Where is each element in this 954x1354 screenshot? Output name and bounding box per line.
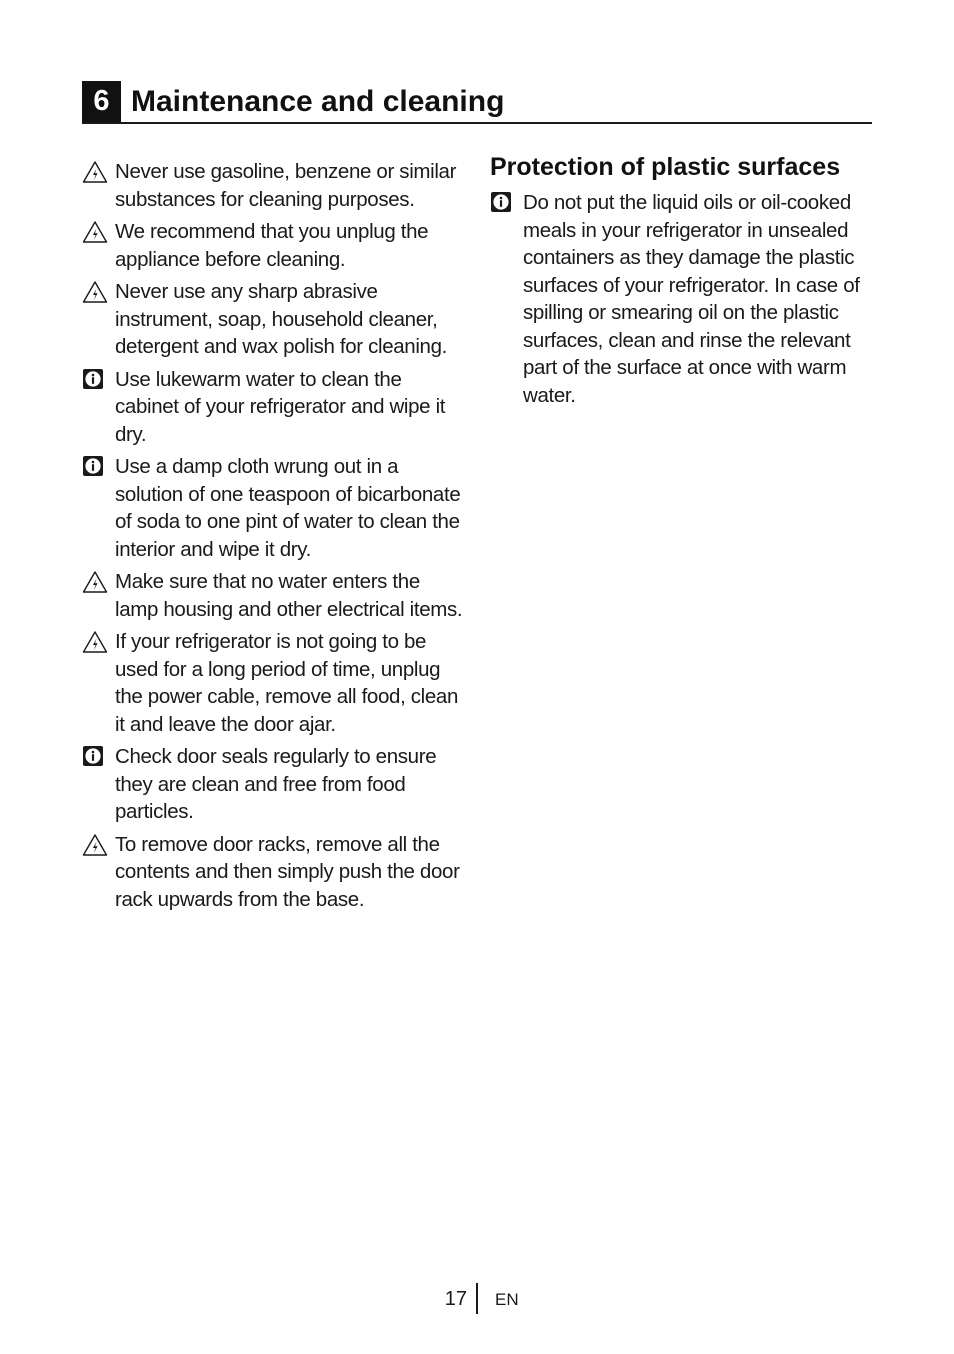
note-text: Make sure that no water enters the lamp housing and other electrical items. [115, 570, 463, 621]
section-header [82, 81, 872, 124]
note-text: Do not put the liquid oils or oil-cooked meals in your refrigerator in unsealed containers as they damage the plastic surfaces of your refrigerator. In case of spilling or smearing oil on the plastic surfaces, clean and rinse the relevant part of the surface at once with warm water. [523, 191, 860, 407]
note-text: If your refrigerator is not going to be used for a long period of time, unplug the power cable, remove all food, clean it and leave the door ajar. [115, 630, 459, 736]
note-text: To remove door racks, remove all the contents and then simply push the door rack upwards from the base. [115, 832, 460, 911]
note-text: Use a damp cloth wrung out in a solution of one teaspoon of bicarbonate of soda to one pint of water to clean the interior and wipe it dry. [115, 455, 461, 561]
info-icon [82, 368, 115, 392]
list-item [82, 278, 467, 361]
language-code: EN [495, 1290, 519, 1309]
note-text: We recommend that you unplug the appliance before cleaning. [115, 220, 429, 271]
list-item [82, 218, 467, 273]
list-item [82, 453, 467, 563]
list-item [82, 628, 467, 738]
warning-icon [82, 280, 115, 304]
section-number-badge: 6 [82, 81, 121, 122]
page-number: 17 [444, 1288, 467, 1310]
section-heading: Protection of plastic surfaces [490, 153, 841, 181]
note-text: Use lukewarm water to clean the cabinet of your refrigerator and wipe it dry. [115, 367, 446, 446]
list-item [82, 158, 467, 213]
info-icon [82, 455, 115, 479]
warning-icon [82, 160, 115, 184]
warning-icon [82, 833, 115, 857]
note-text: Never use any sharp abrasive instrument, soap, household cleaner, detergent and wax polish for cleaning. [115, 280, 448, 358]
protection-section [490, 154, 874, 414]
warning-icon [82, 630, 115, 654]
note-text: Never use gasoline, benzene or similar substances for cleaning purposes. [115, 160, 457, 211]
footer-divider [476, 1283, 478, 1314]
info-icon [490, 191, 523, 215]
page-footer [0, 1283, 954, 1315]
list-item [82, 831, 467, 914]
list-item [82, 366, 467, 449]
list-item [82, 743, 467, 826]
list-item [82, 568, 467, 623]
cleaning-notes-column [82, 158, 467, 918]
page-title: Maintenance and cleaning [131, 85, 505, 118]
list-item [490, 189, 874, 409]
warning-icon [82, 220, 115, 244]
info-icon [82, 745, 115, 769]
note-text: Check door seals regularly to ensure they are clean and free from food particles. [115, 745, 437, 823]
warning-icon [82, 570, 115, 594]
